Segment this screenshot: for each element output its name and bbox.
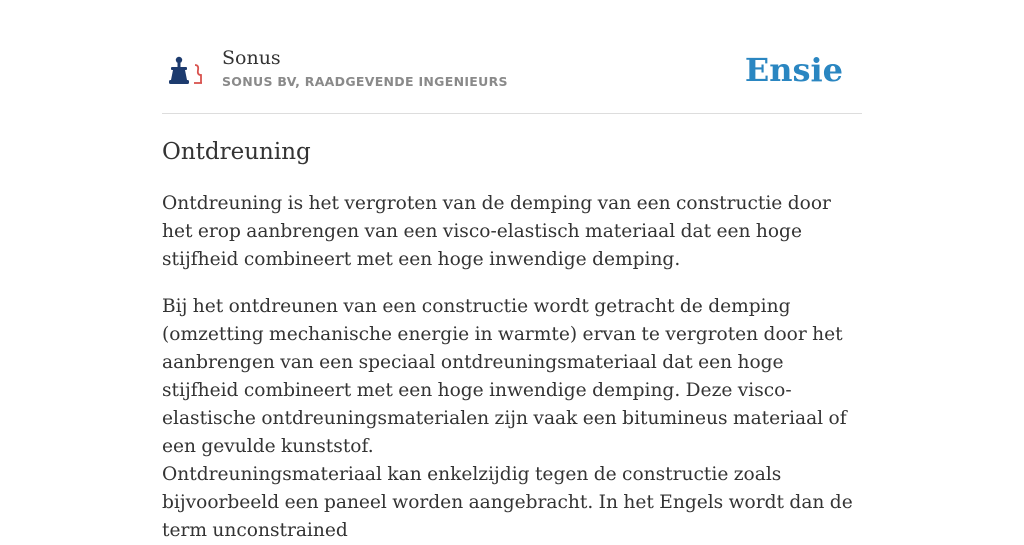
article-paragraph-1: Ontdreuning is het vergroten van de demping van een constructie door het erop aanbrengen van een visco-elastisch materiaal dat een hoge stijfheid combineert met een hoge inwendige demping.: [162, 193, 831, 270]
article-paragraph-3: Ontdreuningsmateriaal kan enkelzijdig tegen de constructie zoals bijvoorbeeld een paneel worden aangebracht. In het Engels wordt dan de term unconstrained: [162, 464, 853, 541]
header: [162, 0, 862, 114]
content-container: [162, 0, 862, 541]
article-paragraph-2: Bij het ontdreunen van een constructie wordt getracht de demping (omzetting mechanische energie in warmte) ervan te vergroten door het aanbrengen van een speciaal ontdreuningsmateriaal dat een hoge stijfheid combineert met een hoge inwendige demping. Deze visco-elastische ontdreuningsmaterialen zijn vaak een bitumineus materiaal of een gevulde kunststof.: [162, 296, 847, 457]
sonus-logo-icon[interactable]: [168, 55, 206, 87]
brand-logo[interactable]: Ensie: [744, 51, 843, 89]
org-name[interactable]: Sonus: [222, 47, 281, 69]
page-title: Ontdreuning: [162, 139, 311, 165]
org-subtitle: SONUS BV, RAADGEVENDE INGENIEURS: [222, 74, 508, 89]
